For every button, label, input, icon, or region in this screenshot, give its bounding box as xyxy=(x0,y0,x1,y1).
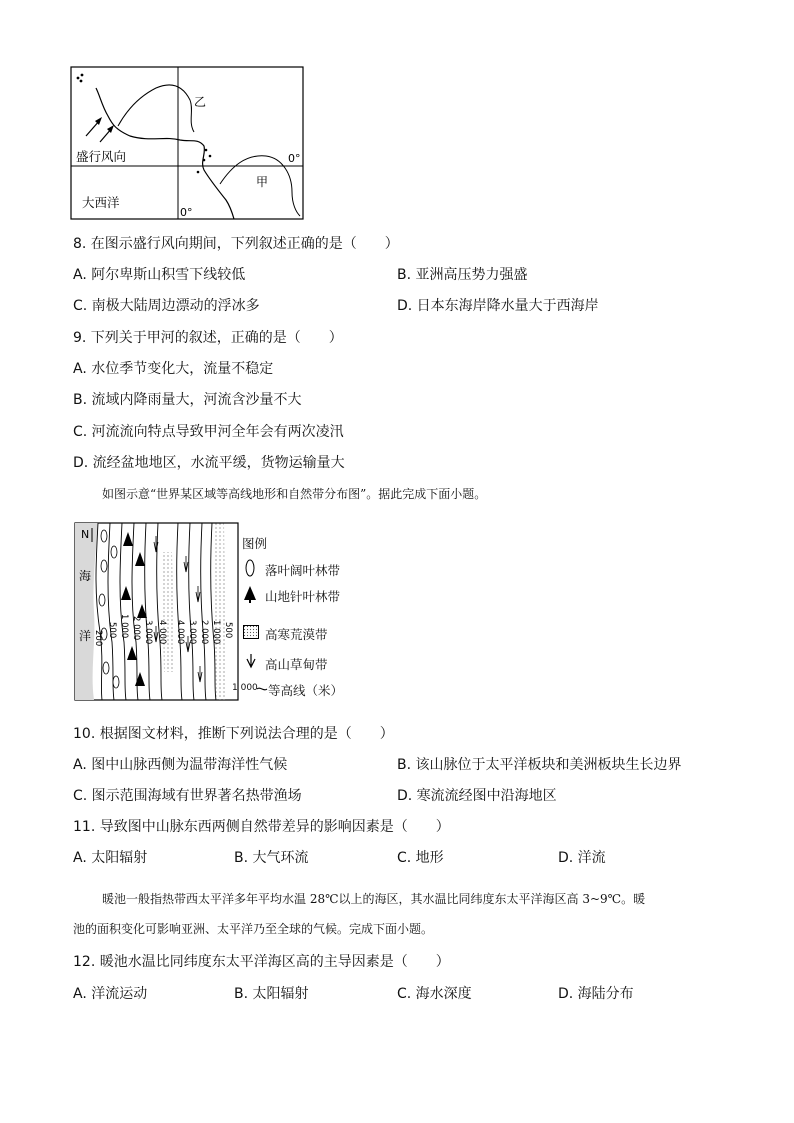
svg-text:4 000: 4 000 xyxy=(175,620,185,645)
island-dot xyxy=(81,74,84,77)
q12-option-c[interactable]: C. 海水深度 xyxy=(397,986,472,1002)
conifer-tree-icon xyxy=(243,585,257,603)
legend-item-conifer: 山地针叶林带 xyxy=(265,589,341,604)
island-dot xyxy=(205,149,208,152)
q12-option-a[interactable]: A. 洋流运动 xyxy=(73,986,148,1002)
q11-option-d[interactable]: D. 洋流 xyxy=(558,850,606,866)
question-9-stem: 9. 下列关于甲河的叙述，正确的是（ ） xyxy=(73,330,343,346)
svg-text:3 000: 3 000 xyxy=(187,620,197,645)
question-8-stem: 8. 在图示盛行风向期间，下列叙述正确的是（ ） xyxy=(73,236,399,252)
q11-option-c[interactable]: C. 地形 xyxy=(397,850,444,866)
desert-strip-center xyxy=(162,552,174,672)
legend-item-meadow: 高山草甸带 xyxy=(265,657,328,672)
desert-strip xyxy=(214,523,226,700)
svg-text:200: 200 xyxy=(93,630,103,647)
q8-option-d[interactable]: D. 日本东海岸降水量大于西海岸 xyxy=(397,298,599,314)
q8-option-c[interactable]: C. 南极大陆周边漂动的浮冰多 xyxy=(73,298,260,314)
river-jia-label: 甲 xyxy=(256,175,269,189)
meadow-arrow-icon xyxy=(245,653,257,669)
q9-option-c[interactable]: C. 河流流向特点导致甲河全年会有两次凌汛 xyxy=(73,424,344,440)
intro-text-3-line2: 池的面积变化可影响亚洲、太平洋乃至全球的气候。完成下面小题。 xyxy=(73,922,434,936)
q9-option-b[interactable]: B. 流域内降雨量大，河流含沙量不大 xyxy=(73,392,302,408)
svg-text:500: 500 xyxy=(223,622,233,639)
legend-item-desert: 高寒荒漠带 xyxy=(265,627,328,642)
q10-option-c[interactable]: C. 图示范围海域有世界著名热带渔场 xyxy=(73,788,302,804)
island-dot xyxy=(209,155,212,158)
intro-text-2: 如图示意“世界某区域等高线地形和自然带分布图”。据此完成下面小题。 xyxy=(102,487,487,501)
question-10-stem: 10. 根据图文材料，推断下列说法合理的是（ ） xyxy=(73,726,394,742)
q9-option-a[interactable]: A. 水位季节变化大，流量不稳定 xyxy=(73,361,274,377)
legend-title: 图例 xyxy=(242,536,268,551)
island-dot xyxy=(80,80,83,83)
svg-text:2 000: 2 000 xyxy=(131,616,141,641)
svg-text:1 000: 1 000 xyxy=(119,614,129,639)
svg-text:3 000: 3 000 xyxy=(143,620,153,645)
q12-option-b[interactable]: B. 太阳辐射 xyxy=(234,986,309,1002)
legend-contour-sample: 1 000 xyxy=(232,683,258,693)
contour-vegetation-map xyxy=(74,522,240,702)
island-dot xyxy=(197,171,200,174)
river-yi-label: 乙 xyxy=(194,95,207,109)
sea-label-1: 海 xyxy=(79,569,92,583)
ocean-label: 大西洋 xyxy=(82,195,120,210)
desert-pattern-icon xyxy=(243,625,259,639)
legend-item-contour: 等高线（米） xyxy=(268,683,344,698)
q8-option-a[interactable]: A. 阿尔卑斯山积雪下线较低 xyxy=(73,267,246,283)
north-label: N xyxy=(81,528,90,541)
svg-text:500: 500 xyxy=(107,622,117,639)
latitude-label: 0° xyxy=(288,152,301,165)
question-11-stem: 11. 导致图中山脉东西两侧自然带差异的影响因素是（ ） xyxy=(73,819,450,835)
q9-option-d[interactable]: D. 流经盆地地区，水流平缓，货物运输量大 xyxy=(73,455,345,471)
island-dot xyxy=(203,159,206,162)
svg-text:4 000: 4 000 xyxy=(157,620,167,645)
q11-option-b[interactable]: B. 大气环流 xyxy=(234,850,309,866)
q8-option-b[interactable]: B. 亚洲高压势力强盛 xyxy=(397,267,528,283)
q12-option-d[interactable]: D. 海陆分布 xyxy=(558,986,634,1002)
q10-option-a[interactable]: A. 图中山脉西侧为温带海洋性气候 xyxy=(73,757,288,773)
legend-item-deciduous: 落叶阔叶林带 xyxy=(265,563,341,578)
deciduous-leaf-icon xyxy=(243,558,257,578)
island-dot xyxy=(77,77,80,80)
longitude-label: 0° xyxy=(180,206,193,219)
svg-text:2 000: 2 000 xyxy=(199,620,209,645)
q11-option-a[interactable]: A. 太阳辐射 xyxy=(73,850,148,866)
wind-label: 盛行风向 xyxy=(76,149,127,164)
svg-text:1 000: 1 000 xyxy=(211,620,221,645)
q10-option-d[interactable]: D. 寒流流经图中沿海地区 xyxy=(397,788,557,804)
intro-text-3-line1: 暖池一般指热带西太平洋多年平均水温 28℃以上的海区，其水温比同纬度东太平洋海区高 3~9℃。暖 xyxy=(102,892,646,906)
contour-line-sample xyxy=(256,684,268,694)
question-12-stem: 12. 暖池水温比同纬度东太平洋海区高的主导因素是（ ） xyxy=(73,954,450,970)
sea-label-2: 洋 xyxy=(79,629,92,643)
africa-wind-map xyxy=(70,66,306,222)
q10-option-b[interactable]: B. 该山脉位于太平洋板块和美洲板块生长边界 xyxy=(397,757,682,773)
